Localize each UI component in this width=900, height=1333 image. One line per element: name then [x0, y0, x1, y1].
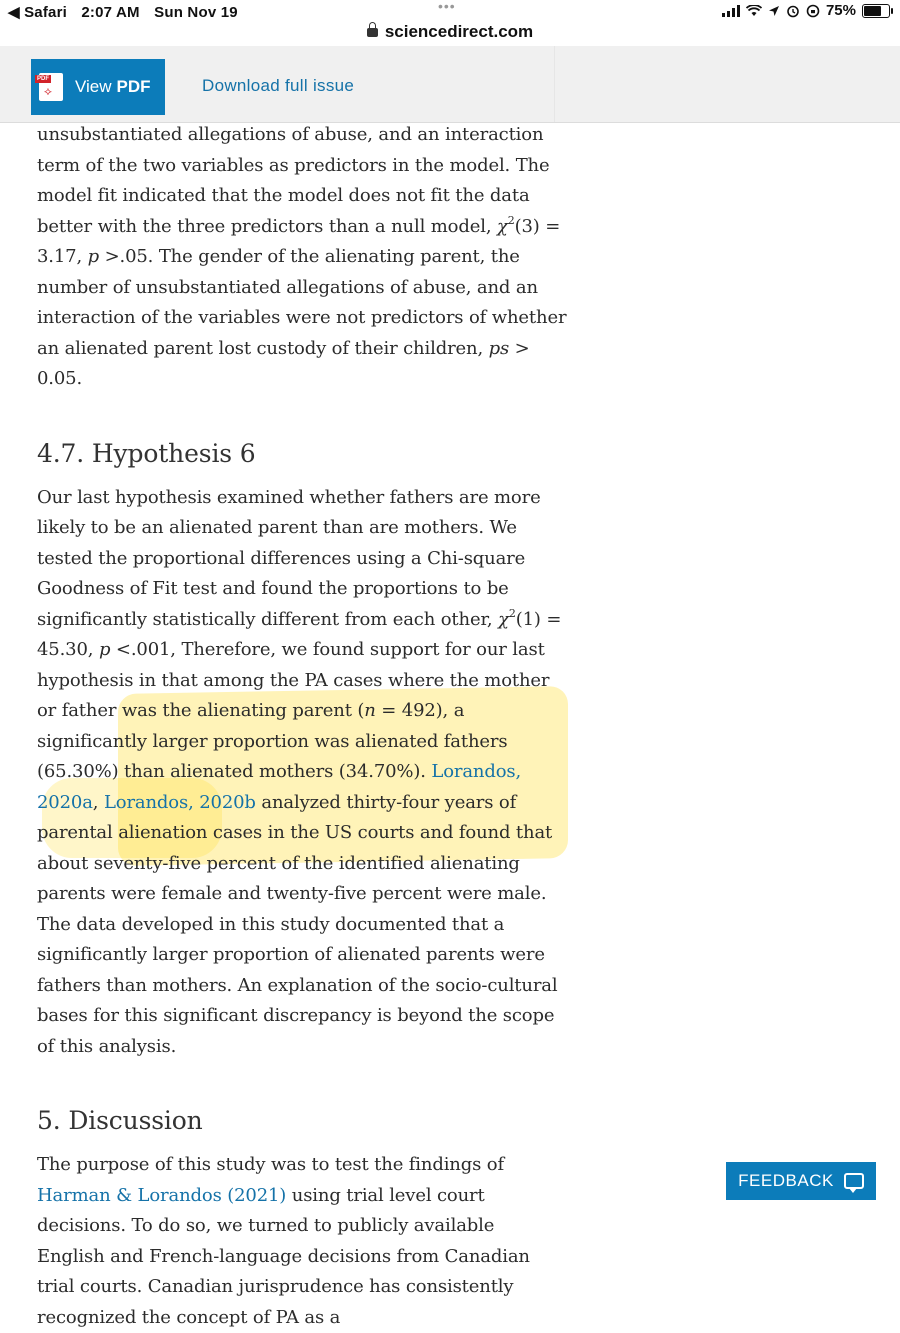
citation-link-lorandos-2020b[interactable]: Lorandos, 2020b [103, 791, 256, 813]
section-heading-4-7: 4.7. Hypothesis 6 [37, 438, 256, 468]
wifi-icon [746, 5, 762, 17]
acrobat-glyph: ⟡ [44, 84, 52, 98]
chat-bubble-icon [844, 1173, 864, 1189]
multitasking-dots[interactable]: ••• [438, 0, 456, 14]
section-heading-5: 5. Discussion [37, 1106, 203, 1135]
article-toolbar [0, 46, 900, 123]
battery-icon [862, 4, 890, 18]
status-time: 2:07 AM [81, 4, 140, 21]
feedback-label: FEEDBACK [738, 1171, 834, 1190]
battery-percent: 75% [825, 2, 856, 19]
screen-rotation-lock-icon [806, 4, 820, 18]
paragraph-discussion: The purpose of this study was to test the findings of Harman & Lorandos (2021) using trial level court decisions. To do so, we turned to publicly available English and French-language decisions from Canadian trial courts. Canadian jurisprudence has consistently recognized the concept of PA as a [37, 1154, 530, 1328]
download-full-issue-link[interactable]: Download full issue [202, 76, 355, 95]
toolbar-divider [554, 46, 555, 122]
status-date: Sun Nov 19 [154, 4, 238, 21]
paragraph-hypothesis-6: Our last hypothesis examined whether fathers are more likely to be an alienated parent than are mothers. We tested the proportional differences using a Chi-square Goodness of Fit test and found the proportions to be significantly statistically different from each other, $\chi^2(1) = 45.30$, p <.001, Therefore, we found support for our last hypothesis in that among the PA cases where the mother or father was the alienating parent (n = 492), a significantly larger proportion was alienated fathers (65.30%) than alienated mothers (34.70%). Lorandos, 2020a, Lorandos, 2020b analyzed thirty-four years of parental alienation cases in the US courts and found that about seventy-five percent of the identified alienating parents were female and twenty-five percent were male. The data developed in this study documented that a significantly larger proportion of alienated parents were fathers than mothers. An explanation of the socio-cultural bases for this significant discrepancy is beyond the scope of this analysis. [37, 486, 562, 1057]
citation-link-lorandos-2020a[interactable]: Lorandos, 2020a [37, 761, 522, 813]
cellular-signal-icon [722, 5, 740, 17]
citation-link-harman-lorandos-2021[interactable]: Harman & Lorandos (2021) [37, 1184, 287, 1206]
location-icon [768, 5, 780, 17]
status-left [8, 3, 248, 21]
view-pdf-bold-label: PDF [116, 77, 151, 96]
view-pdf-button[interactable] [31, 59, 165, 115]
view-pdf-label: View [75, 77, 112, 96]
pdf-icon-tag: PDF [37, 76, 49, 82]
lock-icon [367, 28, 378, 37]
url-bar[interactable] [0, 22, 900, 44]
article-body [37, 120, 567, 1333]
feedback-button[interactable] [726, 1162, 876, 1200]
url-text: sciencedirect.com [384, 22, 534, 41]
battery-level [864, 6, 881, 16]
status-bar [0, 0, 900, 24]
alarm-icon [786, 4, 800, 18]
back-to-app-button[interactable]: ◀ Safari [8, 4, 67, 21]
pdf-icon [39, 73, 63, 101]
paragraph-hypothesis-5-results: unsubstantiated allegations of abuse, and an interaction term of the two variables as predictors in the model. The model fit indicated that the model does not fit the data better with the three predictors than a null model, $\chi^2(3) = 3.17$, p >.05. The gender of the alienating parent, the number of unsubstantiated allegations of abuse, and an interaction of the variables were not predictors of whether an alienated parent lost custody of their children, ps > 0.05. [37, 124, 567, 389]
status-right [722, 2, 890, 19]
